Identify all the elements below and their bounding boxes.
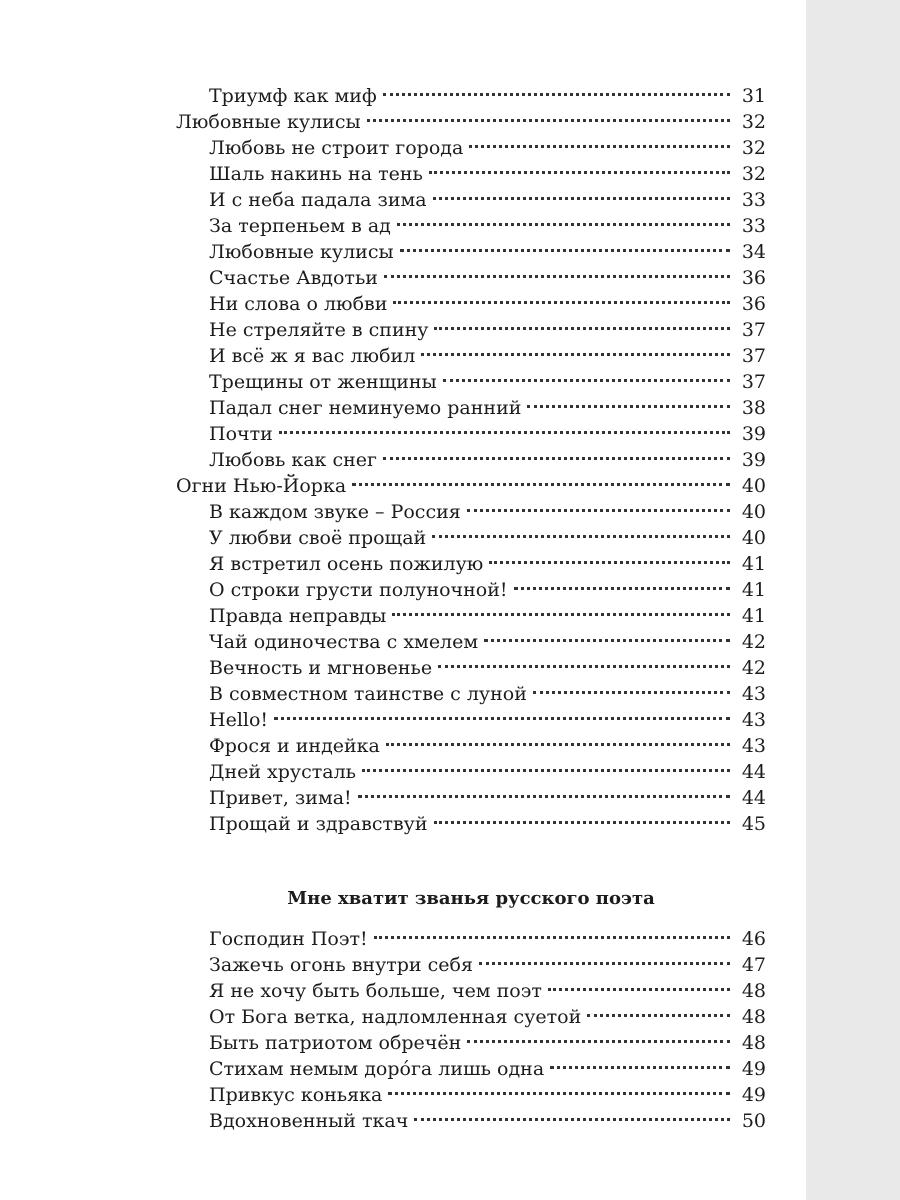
dot-leader	[383, 457, 730, 460]
toc-entry	[176, 681, 766, 707]
dot-leader	[386, 743, 730, 746]
toc-entry	[176, 926, 766, 952]
toc-entry-title: Триумф как миф	[209, 85, 377, 107]
toc-entry-title: Счастье Авдотьи	[209, 267, 378, 289]
toc-entry-title: О строки грусти полуночной!	[209, 579, 508, 601]
dot-leader	[362, 769, 730, 772]
dot-leader	[388, 1092, 730, 1095]
dot-leader	[358, 795, 730, 798]
toc-entry-title: Трещины от женщины	[209, 371, 437, 393]
toc-entry-title: И с неба падала зима	[209, 189, 427, 211]
dot-leader	[429, 171, 730, 174]
toc-entry-title: У любви своё прощай	[209, 527, 427, 549]
toc-entry-page-number: 47	[741, 954, 766, 976]
toc-entry-page-number: 45	[741, 813, 766, 835]
toc-entry-page-number: 37	[741, 319, 766, 341]
toc-entry	[176, 499, 766, 525]
toc-entry	[176, 447, 766, 473]
dot-leader	[383, 93, 730, 96]
table-of-contents-part-2	[176, 926, 766, 1134]
dot-leader	[432, 535, 730, 538]
toc-entry	[176, 1004, 766, 1030]
toc-entry-title: Не стреляйте в спину	[209, 319, 429, 341]
dot-leader	[279, 431, 730, 434]
dot-leader	[352, 483, 730, 486]
toc-entry-page-number: 43	[741, 735, 766, 757]
dot-leader	[414, 1118, 730, 1121]
toc-entry-title: Фрося и индейка	[209, 735, 380, 757]
toc-entry-page-number: 48	[741, 980, 766, 1002]
toc-entry-page-number: 43	[741, 709, 766, 731]
toc-entry-page-number: 48	[741, 1006, 766, 1028]
dot-leader	[367, 119, 730, 122]
toc-entry	[176, 525, 766, 551]
toc-entry-title: Падал снег неминуемо ранний	[209, 397, 522, 419]
toc-entry-page-number: 41	[741, 553, 766, 575]
toc-entry-title: Господин Поэт!	[209, 928, 368, 950]
toc-entry-title: Привкус коньяка	[209, 1084, 383, 1106]
dot-leader	[392, 613, 730, 616]
toc-entry-title: И всё ж я вас любил	[209, 345, 416, 367]
toc-entry	[176, 978, 766, 1004]
toc-entry-title: Огни Нью-Йорка	[176, 475, 347, 497]
toc-entry	[176, 343, 766, 369]
toc-entry	[176, 83, 766, 109]
toc-entry	[176, 1108, 766, 1134]
dot-leader	[479, 962, 730, 965]
toc-entry	[176, 603, 766, 629]
dot-leader	[374, 936, 730, 939]
toc-entry-page-number: 49	[741, 1084, 766, 1106]
section-heading: Мне хватит званья русского поэта	[287, 888, 655, 909]
toc-entry-title: Я не хочу быть больше, чем поэт	[209, 980, 542, 1002]
toc-entry-page-number: 49	[741, 1058, 766, 1080]
toc-entry-title: Зажечь огонь внутри себя	[209, 954, 473, 976]
table-of-contents-part-1	[176, 83, 766, 837]
toc-entry	[176, 733, 766, 759]
dot-leader	[587, 1014, 730, 1017]
toc-entry-title: Прощай и здравствуй	[209, 813, 428, 835]
toc-entry-page-number: 33	[741, 189, 766, 211]
toc-entry	[176, 369, 766, 395]
toc-entry-title: Вдохновенный ткач	[209, 1110, 409, 1132]
toc-entry	[176, 291, 766, 317]
toc-entry	[176, 317, 766, 343]
toc-entry	[176, 395, 766, 421]
toc-entry	[176, 473, 766, 499]
toc-entry	[176, 577, 766, 603]
toc-entry-title: Правда неправды	[209, 605, 387, 627]
toc-entry-title: Чай одиночества с хмелем	[209, 631, 479, 653]
dot-leader	[489, 561, 730, 564]
toc-entry-page-number: 34	[741, 241, 766, 263]
dot-leader	[548, 988, 730, 991]
dot-leader	[438, 665, 730, 668]
toc-entry-title: Hello!	[209, 709, 269, 731]
toc-entry	[176, 109, 766, 135]
toc-entry-title: Почти	[209, 423, 273, 445]
toc-entry-page-number: 41	[741, 605, 766, 627]
toc-entry	[176, 551, 766, 577]
dot-leader	[484, 639, 730, 642]
dot-leader	[434, 327, 730, 330]
toc-entry	[176, 1056, 766, 1082]
toc-entry	[176, 785, 766, 811]
toc-entry	[176, 655, 766, 681]
dot-leader	[421, 353, 730, 356]
toc-entry-page-number: 42	[741, 631, 766, 653]
toc-entry-page-number: 33	[741, 215, 766, 237]
toc-entry-page-number: 42	[741, 657, 766, 679]
dot-leader	[393, 301, 730, 304]
toc-entry-title: Шаль накинь на тень	[209, 163, 423, 185]
toc-entry	[176, 421, 766, 447]
toc-entry	[176, 161, 766, 187]
toc-entry	[176, 1082, 766, 1108]
toc-entry-page-number: 32	[741, 111, 766, 133]
toc-entry-page-number: 40	[741, 527, 766, 549]
toc-entry-title: Дней хрусталь	[209, 761, 357, 783]
toc-entry-title: В каждом звуке – Россия	[209, 501, 461, 523]
toc-entry	[176, 811, 766, 837]
toc-entry	[176, 1030, 766, 1056]
toc-entry-page-number: 39	[741, 449, 766, 471]
toc-entry	[176, 629, 766, 655]
toc-entry-page-number: 44	[741, 787, 766, 809]
toc-entry-title: Вечность и мгновенье	[209, 657, 433, 679]
toc-entry-title: Любовные кулисы	[209, 241, 394, 263]
toc-entry-title: За терпеньем в ад	[209, 215, 391, 237]
toc-entry-page-number: 39	[741, 423, 766, 445]
toc-entry	[176, 952, 766, 978]
toc-entry	[176, 265, 766, 291]
toc-entry-page-number: 31	[741, 85, 766, 107]
toc-entry-title: Любовь как снег	[209, 449, 377, 471]
dot-leader	[397, 223, 730, 226]
toc-entry	[176, 759, 766, 785]
dot-leader	[514, 587, 730, 590]
toc-entry-page-number: 44	[741, 761, 766, 783]
dot-leader	[467, 509, 730, 512]
toc-entry-page-number: 40	[741, 501, 766, 523]
dot-leader	[443, 379, 730, 382]
toc-entry	[176, 187, 766, 213]
toc-entry-title: Привет, зима!	[209, 787, 352, 809]
toc-entry-title: От Бога ветка, надломленная суетой	[209, 1006, 582, 1028]
toc-entry-title: Любовь не строит города	[209, 137, 464, 159]
toc-entry-page-number: 40	[741, 475, 766, 497]
toc-entry	[176, 707, 766, 733]
toc-entry-page-number: 50	[741, 1110, 766, 1132]
toc-entry-title: Ни слова о любви	[209, 293, 388, 315]
toc-entry-page-number: 37	[741, 345, 766, 367]
dot-leader	[533, 691, 730, 694]
toc-entry-page-number: 43	[741, 683, 766, 705]
toc-entry-page-number: 36	[741, 293, 766, 315]
dot-leader	[384, 275, 730, 278]
toc-entry-page-number: 41	[741, 579, 766, 601]
dot-leader	[527, 405, 730, 408]
toc-entry	[176, 213, 766, 239]
toc-entry-page-number: 32	[741, 137, 766, 159]
toc-entry-title: Стихам немым доро́га лишь одна	[209, 1058, 545, 1080]
dot-leader	[433, 197, 730, 200]
toc-entry-title: Любовные кулисы	[176, 111, 361, 133]
toc-entry-page-number: 38	[741, 397, 766, 419]
toc-entry-page-number: 32	[741, 163, 766, 185]
dot-leader	[274, 717, 730, 720]
dot-leader	[550, 1066, 730, 1069]
dot-leader	[400, 249, 730, 252]
toc-entry-title: Быть патриотом обречён	[209, 1032, 462, 1054]
toc-entry	[176, 239, 766, 265]
toc-entry-page-number: 37	[741, 371, 766, 393]
dot-leader	[467, 1040, 730, 1043]
toc-entry-title: Я встретил осень пожилую	[209, 553, 484, 575]
toc-entry-page-number: 46	[741, 928, 766, 950]
toc-entry-page-number: 36	[741, 267, 766, 289]
dot-leader	[469, 145, 730, 148]
toc-entry-page-number: 48	[741, 1032, 766, 1054]
toc-entry	[176, 135, 766, 161]
dot-leader	[434, 821, 730, 824]
toc-entry-title: В совместном таинстве с луной	[209, 683, 527, 705]
